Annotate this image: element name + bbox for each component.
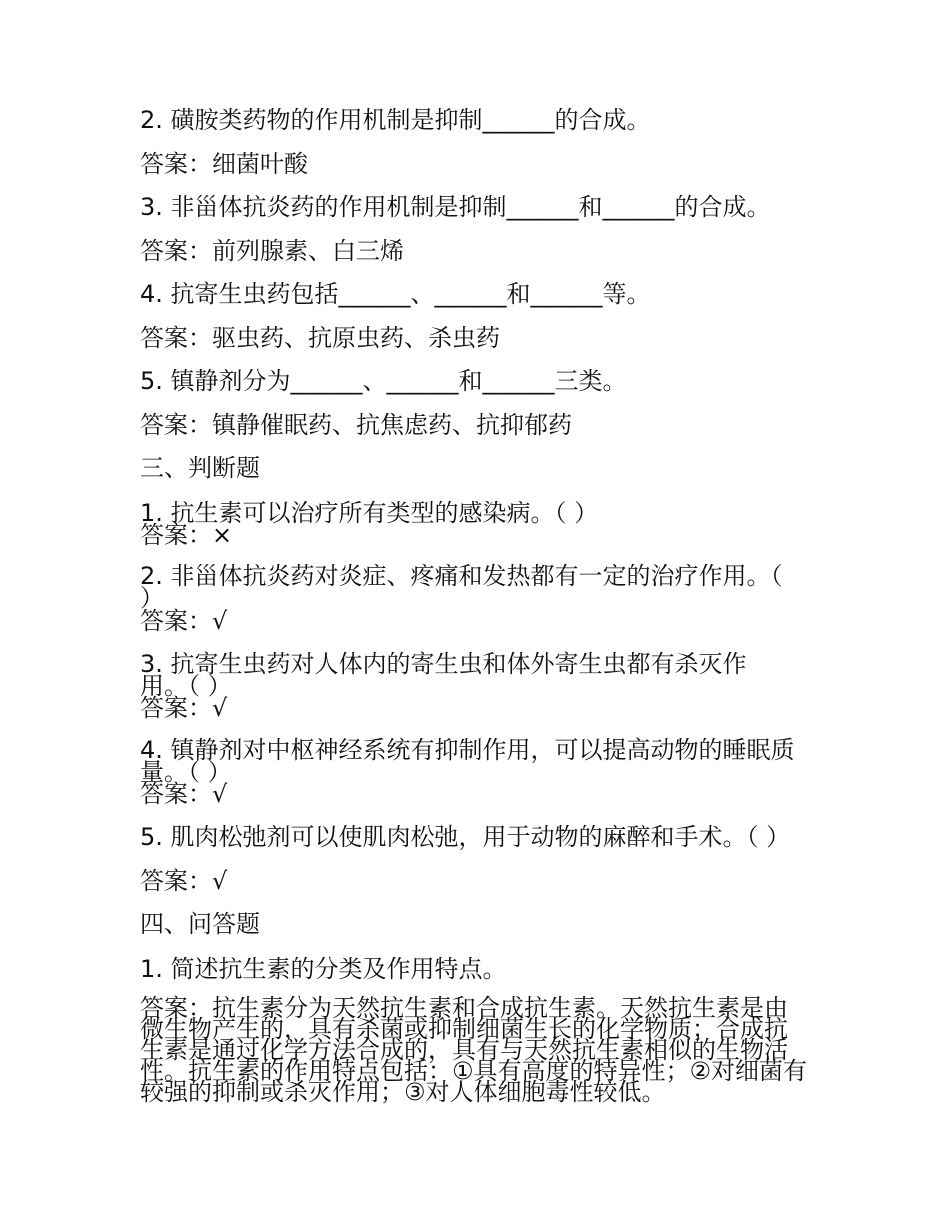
fill-question-3: 3. 非甾体抗炎药的作用机制是抑制______和______的合成。: [140, 193, 771, 221]
fill-answer-3: 答案：前列腺素、白三烯: [140, 237, 404, 265]
section-heading-judge: 三、判断题: [140, 454, 260, 482]
judge-answer-4: 答案：√: [140, 780, 228, 808]
judge-answer-3: 答案：√: [140, 694, 228, 722]
judge-question-2: 2. 非甾体抗炎药对炎症、疼痛和发热都有一定的治疗作用。（ ）: [140, 562, 783, 612]
fill-question-5: 5. 镇静剂分为______、______和______三类。: [140, 367, 627, 395]
judge-question-4: 4. 镇静剂对中枢神经系统有抑制作用，可以提高动物的睡眠质量。（ ）: [140, 736, 795, 786]
fill-answer-2: 答案：细菌叶酸: [140, 150, 308, 178]
judge-question-1: 1. 抗生素可以治疗所有类型的感染病。（ ）: [140, 499, 599, 527]
fill-answer-5: 答案：镇静催眠药、抗焦虑药、抗抑郁药: [140, 411, 572, 439]
fill-question-2: 2. 磺胺类药物的作用机制是抑制______的合成。: [140, 106, 651, 134]
fill-question-4: 4. 抗寄生虫药包括______、______和______等。: [140, 280, 651, 308]
judge-answer-2: 答案：√: [140, 607, 228, 635]
judge-answer-5: 答案：√: [140, 867, 228, 895]
judge-question-5: 5. 肌肉松弛剂可以使肌肉松弛，用于动物的麻醉和手术。（ ）: [140, 823, 791, 851]
section-heading-qa: 四、问答题: [140, 910, 260, 938]
qa-answer-1: 答案：抗生素分为天然抗生素和合成抗生素。天然抗生素是由微生物产生的，具有杀菌或抑制细菌生长的化学物质；合成抗生素是通过化学方法合成的，具有与天然抗生素相似的生物活性。抗生素的作用特点包括：①具有高度的特异性；②对细菌有较强的抑制或杀灭作用；③对人体细胞毒性较低。: [140, 994, 808, 1106]
qa-question-1: 1. 简述抗生素的分类及作用特点。: [140, 955, 507, 983]
fill-answer-4: 答案：驱虫药、抗原虫药、杀虫药: [140, 324, 500, 352]
judge-answer-1: 答案：×: [140, 521, 233, 549]
judge-question-3: 3. 抗寄生虫药对人体内的寄生虫和体外寄生虫都有杀灭作用。（ ）: [140, 650, 747, 700]
